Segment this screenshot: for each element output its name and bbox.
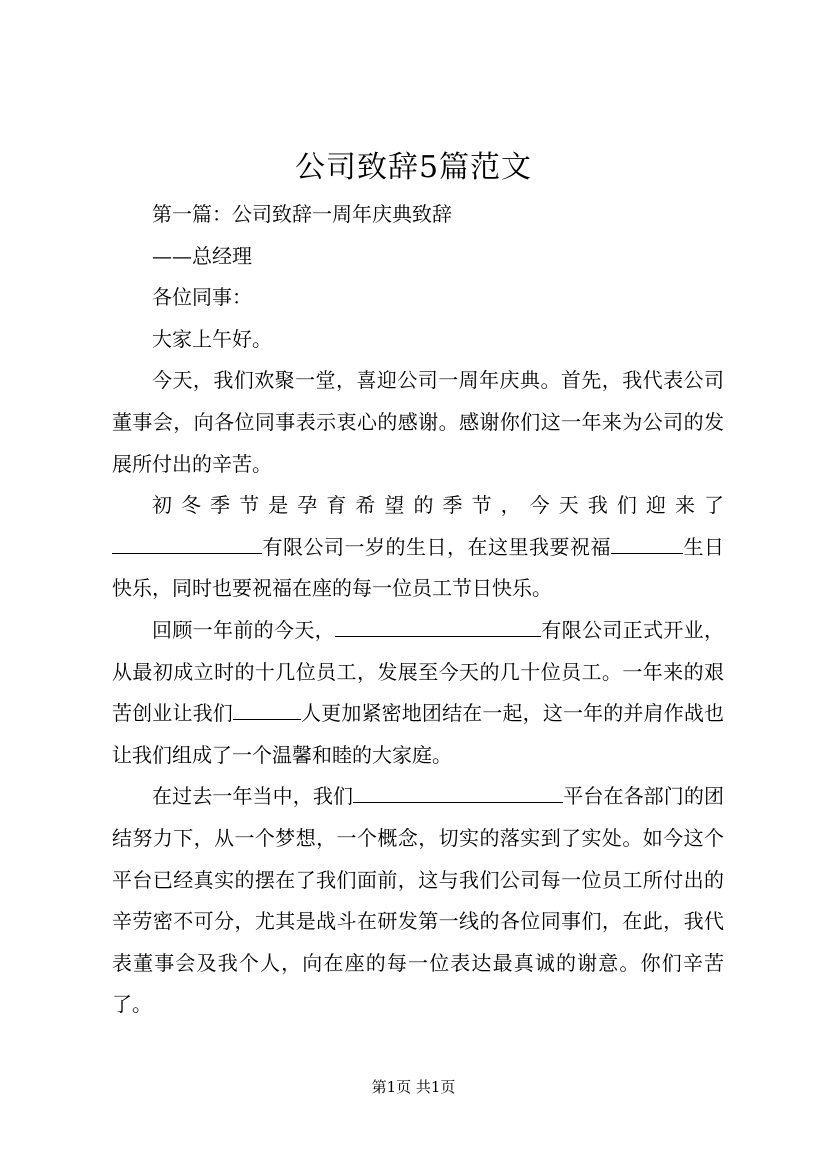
salutation: 各位同事： <box>152 285 252 310</box>
platform-text-a: 在过去一年当中，我们 <box>152 784 354 809</box>
fill-blank-people <box>233 701 301 720</box>
fill-blank-company <box>112 535 262 554</box>
paragraph-platform <box>112 776 724 1026</box>
speaker-line: ——总经理 <box>152 243 252 268</box>
review-text-b: 有限公司正式开业，从最初成立时的十几位员工，发展至今天的几十位员工。一年来的艰苦创业让我们 <box>112 617 724 726</box>
fill-blank-company-2 <box>335 618 541 637</box>
document-body <box>112 194 724 1026</box>
season-text-a: 有限公司一岁的生日，在这里我要祝福 <box>262 534 611 559</box>
fill-blank-platform <box>353 784 563 803</box>
paragraph-review <box>112 610 724 776</box>
paragraph-intro: 今天，我们欢聚一堂，喜迎公司一周年庆典。首先，我代表公司董事会，向各位同事表示衷心的感谢。感谢你们这一年来为公司的发展所付出的辛苦。 <box>112 368 724 476</box>
season-text-b: 生日快乐，同时也要祝福在座的每一位员工节日快乐。 <box>112 534 724 601</box>
document-title: 公司致辞5篇范文 <box>294 150 533 185</box>
paragraph-season <box>112 485 724 610</box>
review-text-a: 回顾一年前的今天， <box>152 617 335 642</box>
section-heading: 第一篇：公司致辞一周年庆典致辞 <box>152 202 452 226</box>
review-text-c: 人更加紧密地团结在一起，这一年的并肩作战也让我们组成了一个温馨和睦的大家庭。 <box>112 701 725 767</box>
season-line-1: 初冬季节是孕育希望的季节，今天我们迎来了 <box>152 493 724 518</box>
greeting: 大家上午好。 <box>152 326 272 351</box>
fill-blank-wish <box>611 535 683 554</box>
page-footer: 第1页 共1页 <box>371 1078 456 1096</box>
platform-text-b: 平台在各部门的团结努力下，从一个梦想，一个概念，切实的落实到了实处。如今这个平台已经真实的摆在了我们面前，这与我们公司每一位员工所付出的辛劳密不可分，尤其是战斗在研发第一线的各位同事们，在此，我代表董事会及我个人，向在座的每一位表达最真诚的谢意。你们辛苦了。 <box>112 784 725 1017</box>
